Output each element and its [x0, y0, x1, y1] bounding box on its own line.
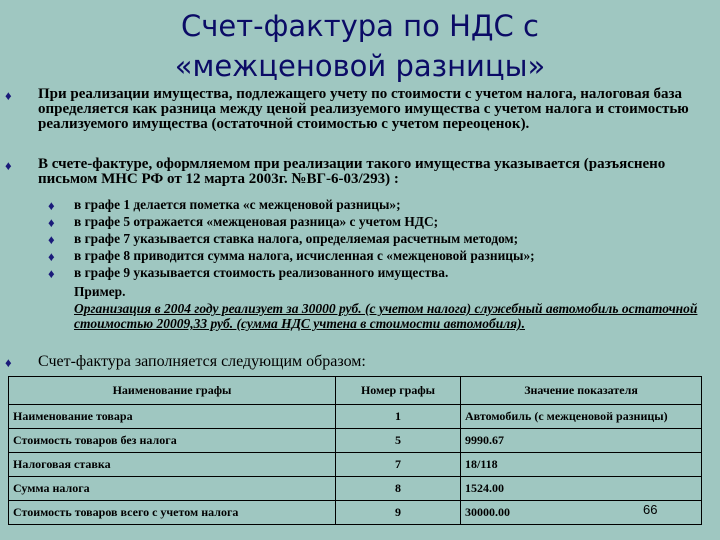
- table-cell: 1524.00: [461, 477, 702, 501]
- table-row: [9, 405, 702, 429]
- table-row: [9, 501, 702, 525]
- table-cell: Налоговая ставка: [9, 453, 336, 477]
- sub-item-5: в графе 9 указывается стоимость реализованного имущества.: [74, 265, 449, 280]
- sub-item-2: в графе 5 отражается «межценовая разница» с учетом НДС;: [74, 214, 439, 229]
- table-cell: 1: [336, 405, 461, 429]
- table-row: [9, 429, 702, 453]
- table-cell: Стоимость товаров без налога: [9, 429, 336, 453]
- table-cell: 9990.67: [461, 429, 702, 453]
- column-header: Наименование графы: [9, 377, 336, 405]
- table-cell: Автомобиль (с межценовой разницы): [461, 405, 702, 429]
- slide-title: [0, 6, 720, 86]
- table-cell: Сумма налога: [9, 477, 336, 501]
- sub-bullet-icon: ♦: [48, 232, 55, 247]
- table-cell: Наименование товара: [9, 405, 336, 429]
- paragraph-2: В счете-фактуре, оформляемом при реализации такого имущества указывается (разъяснено письмом МНС РФ от 12 марта 2003г. №ВГ-6-03/293) :: [38, 156, 666, 187]
- bullet-icon: ♦: [5, 158, 12, 173]
- invoice-table: [8, 376, 702, 525]
- table-cell: Стоимость товаров всего с учетом налога: [9, 501, 336, 525]
- bullet-icon: ♦: [5, 88, 12, 103]
- table-cell: 9: [336, 501, 461, 525]
- table-row: [9, 477, 702, 501]
- sub-bullet-icon: ♦: [48, 215, 55, 230]
- column-header: Значение показателя: [461, 377, 702, 405]
- column-header: Номер графы: [336, 377, 461, 405]
- table-row: [9, 453, 702, 477]
- table-cell: 8: [336, 477, 461, 501]
- sub-bullet-icon: ♦: [48, 249, 55, 264]
- title-line-1: Счет-фактура по НДС с: [181, 9, 539, 43]
- table-cell: 5: [336, 429, 461, 453]
- table-cell: 7: [336, 453, 461, 477]
- paragraph-3: Счет-фактура заполняется следующим образом:: [38, 353, 366, 370]
- title-line-2: «межценовой разницы»: [174, 49, 546, 83]
- sub-item-1: в графе 1 делается пометка «с межценовой разницы»;: [74, 197, 401, 212]
- table-cell: 30000.00: [461, 501, 702, 525]
- table-header-row: [9, 377, 702, 405]
- sub-item-4: в графе 8 приводится сумма налога, исчисленная с «межценовой разницы»;: [74, 248, 535, 263]
- table-cell: 18/118: [461, 453, 702, 477]
- sub-bullet-icon: ♦: [48, 198, 55, 213]
- sub-bullet-icon: ♦: [48, 266, 55, 281]
- sub-item-3: в графе 7 указывается ставка налога, определяемая расчетным методом;: [74, 231, 519, 246]
- page-number: 66: [643, 502, 658, 517]
- paragraph-1: При реализации имущества, подлежащего учету по стоимости с учетом налога, налоговая база определяется как разница между ценой реализуемого имущества с учетом налога и стоимостью реализуемого имущества (остаточной стоимостью с учетом переоценок).: [38, 86, 689, 132]
- bullet-icon: ♦: [5, 355, 12, 370]
- example-text: Организация в 2004 году реализует за 30000 руб. (с учетом налога) служебный автомобиль остаточной стоимостью 20009,33 руб. (сумма НДС учтена в стоимости автомобиля).: [74, 301, 698, 331]
- example-label: Пример.: [74, 284, 126, 299]
